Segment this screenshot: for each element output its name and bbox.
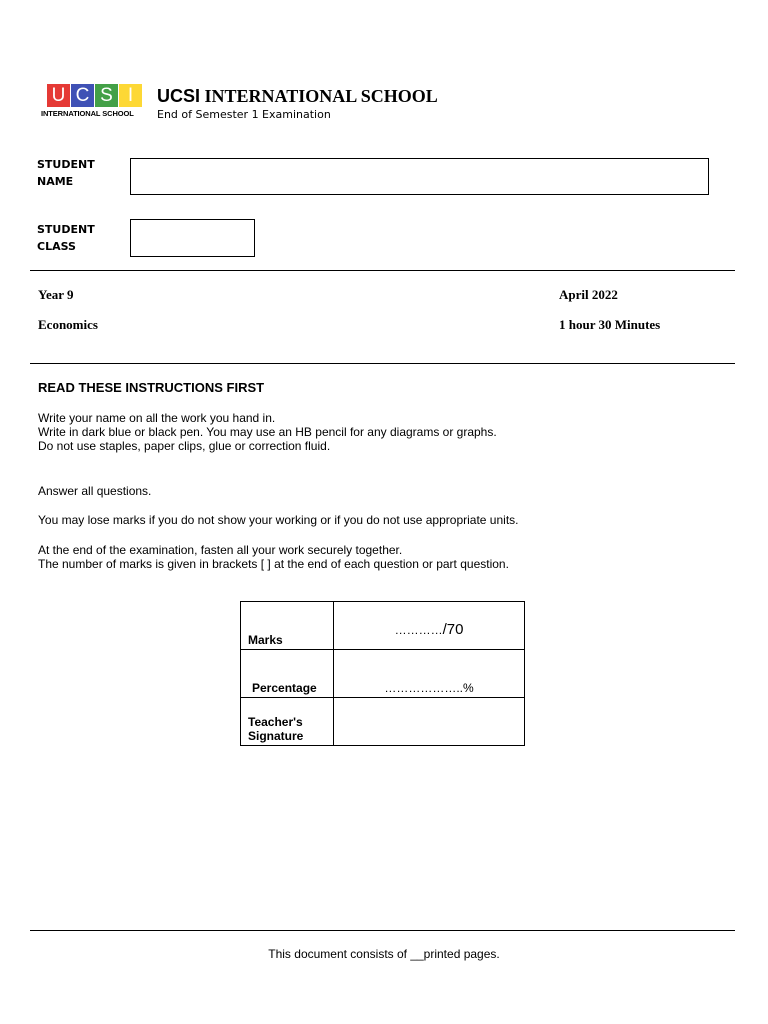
student-class-label-line2: CLASS <box>37 240 76 253</box>
student-name-label-line2: NAME <box>37 175 74 188</box>
percentage-value-cell[interactable] <box>334 650 525 698</box>
percentage-label: Percentage <box>252 681 317 695</box>
student-name-label-line1: STUDENT <box>37 158 95 171</box>
marks-value-cell[interactable] <box>334 602 525 650</box>
instruction-line: Write your name on all the work you hand in. <box>38 411 276 425</box>
duration-text: 1 hour 30 Minutes <box>559 317 661 332</box>
footer-text: This document consists of __printed pages. <box>268 947 500 961</box>
marks-dots: ………… <box>394 623 443 637</box>
marks-label: Marks <box>248 633 283 647</box>
logo-letter-i: I <box>119 84 142 107</box>
instruction-line: At the end of the examination, fasten all your work securely together. <box>38 543 403 557</box>
school-title <box>157 86 438 107</box>
percentage-row <box>241 650 525 698</box>
marks-total: /70 <box>442 621 464 638</box>
student-class-label-line1: STUDENT <box>37 223 95 236</box>
school-logo <box>41 84 151 120</box>
instruction-line: Answer all questions. <box>38 484 152 498</box>
signature-row <box>241 698 525 746</box>
school-title-ucsi: UCSI <box>157 86 201 106</box>
school-title-rest: INTERNATIONAL SCHOOL <box>200 86 438 106</box>
exam-subtitle: End of Semester 1 Examination <box>157 108 331 121</box>
divider-top <box>30 270 735 271</box>
date-text: April 2022 <box>559 287 618 302</box>
logo-letter-s: S <box>95 84 118 107</box>
signature-label-line2: Signature <box>248 729 304 743</box>
instructions-title: READ THESE INSTRUCTIONS FIRST <box>38 380 265 395</box>
signature-label-line1: Teacher's <box>248 715 303 729</box>
marks-label-cell <box>241 602 334 650</box>
signature-field[interactable] <box>334 698 525 746</box>
marks-table <box>240 601 525 746</box>
student-class-field[interactable] <box>130 219 255 257</box>
instruction-line: Write in dark blue or black pen. You may use an HB pencil for any diagrams or graphs. <box>38 425 497 439</box>
student-class-label <box>37 221 117 255</box>
student-name-field[interactable] <box>130 158 709 195</box>
logo-letter-u: U <box>47 84 70 107</box>
marks-row <box>241 602 525 650</box>
instruction-line: You may lose marks if you do not show your working or if you do not use appropriate units. <box>38 513 519 527</box>
logo-letter-c: C <box>71 84 94 107</box>
marks-value <box>334 621 524 649</box>
subject-text: Economics <box>38 317 98 332</box>
divider-middle <box>30 363 735 364</box>
year-text: Year 9 <box>38 287 74 302</box>
percentage-value: ………………..% <box>384 681 474 695</box>
instruction-line: Do not use staples, paper clips, glue or correction fluid. <box>38 439 331 453</box>
instruction-line: The number of marks is given in brackets [ ] at the end of each question or part question. <box>38 557 509 571</box>
divider-bottom <box>30 930 735 931</box>
percentage-label-cell <box>241 650 334 698</box>
student-name-label <box>37 156 117 190</box>
logo-caption: INTERNATIONAL SCHOOL <box>41 109 134 118</box>
signature-label-cell <box>241 698 334 746</box>
